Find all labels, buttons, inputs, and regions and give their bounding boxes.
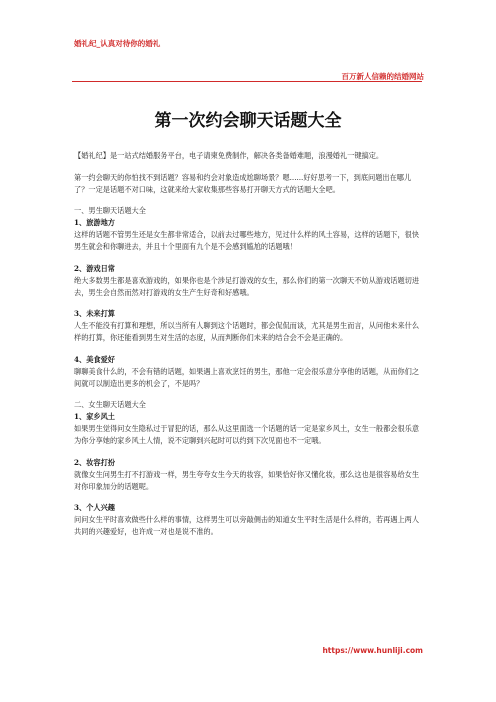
item-title: 2、游戏日常 bbox=[74, 263, 115, 273]
item-title: 3、未来打算 bbox=[74, 309, 115, 318]
item-title: 1、家乡风土 bbox=[74, 412, 115, 421]
article-body bbox=[74, 150, 424, 538]
item-body: 如果男生觉得问女生隐私过于冒犯的话，那么从这里面选一个话题的话一定是家乡风土，女生一般都会很乐意为你分享她的家乡风土人情，说不定聊到兴起时可以约到下次见面也不一定哦。 bbox=[74, 424, 420, 445]
page-title: 第一次约会聊天话题大全 bbox=[154, 111, 342, 131]
item-body: 人生不能没有打算和理想，所以当所有人聊到这个话题时，都会侃侃而谈，尤其是男生而言，从问他未来什么样的打算，你还能看到男生对生活的态度，从而判断你们未来的结合会不会是正确的。 bbox=[74, 321, 420, 342]
item-body: 绝大多数男生都是喜欢游戏的，如果你也是个涉足打游戏的女生，那么你们的第一次聊天不妨从游戏话题切进去，男生会自然而然对打游戏的女生产生好奇和好感哦。 bbox=[74, 275, 420, 297]
item-body: 问问女生平时喜欢做些什么样的事情，这样男生可以旁敲侧击的知道女生平时生活是什么样的，若再遇上两人共同的兴趣爱好，也许成一对也是说不准的。 bbox=[74, 515, 420, 536]
section-heading: 一、男生聊天话题大全 bbox=[74, 206, 146, 215]
intro-paragraph: 第一约会聊天的你怕找不到话题？容易和约会对象造成尬聊场景？嗯......好好思考一下，到底问题出在哪儿了？一定是话题不对口味，这就来给大家收集那些容易打开聊天方式的话题大全吧。 bbox=[74, 172, 412, 194]
item-body: 就像女生问男生打不打游戏一样，男生夸夸女生今天的妆容，如果恰好你又懂化妆，那么这也是很容易给女生对你印象加分的话题呢。 bbox=[74, 469, 420, 491]
footer-url-link[interactable]: https://www.hunliji.com bbox=[322, 646, 423, 655]
item-body: 聊聊美食什么的，不会有错的话题，如果遇上喜欢烹饪的男生，那他一定会很乐意分享他的话题，从而你们之间就可以制造出更多的机会了，不是吗？ bbox=[74, 366, 420, 388]
intro-paragraph: 【婚礼纪】是一站式结婚服务平台，电子请柬免费制作，解决各类备婚难题，浪漫婚礼一键搞定。 bbox=[74, 151, 384, 160]
section-heading: 二、女生聊天话题大全 bbox=[74, 400, 146, 409]
item-title: 4、美食爱好 bbox=[74, 354, 115, 364]
item-title: 3、个人兴趣 bbox=[74, 503, 115, 512]
header-site-slogan: 百万新人信赖的结婚网站 bbox=[341, 72, 424, 81]
item-title: 1、旅游地方 bbox=[74, 218, 115, 227]
item-title: 2、妆容打扮 bbox=[74, 457, 115, 467]
header-divider bbox=[72, 81, 422, 82]
item-body: 这样的话题不管男生还是女生都非常适合，以前去过哪些地方，见过什么样的风土容易，这样的话题下，很快男生就会和你聊进去，并且十个里面有九个是不会感到尴尬的话题哦！ bbox=[74, 230, 420, 251]
header-brand-tagline: 婚礼纪_认真对待你的婚礼 bbox=[74, 39, 161, 48]
